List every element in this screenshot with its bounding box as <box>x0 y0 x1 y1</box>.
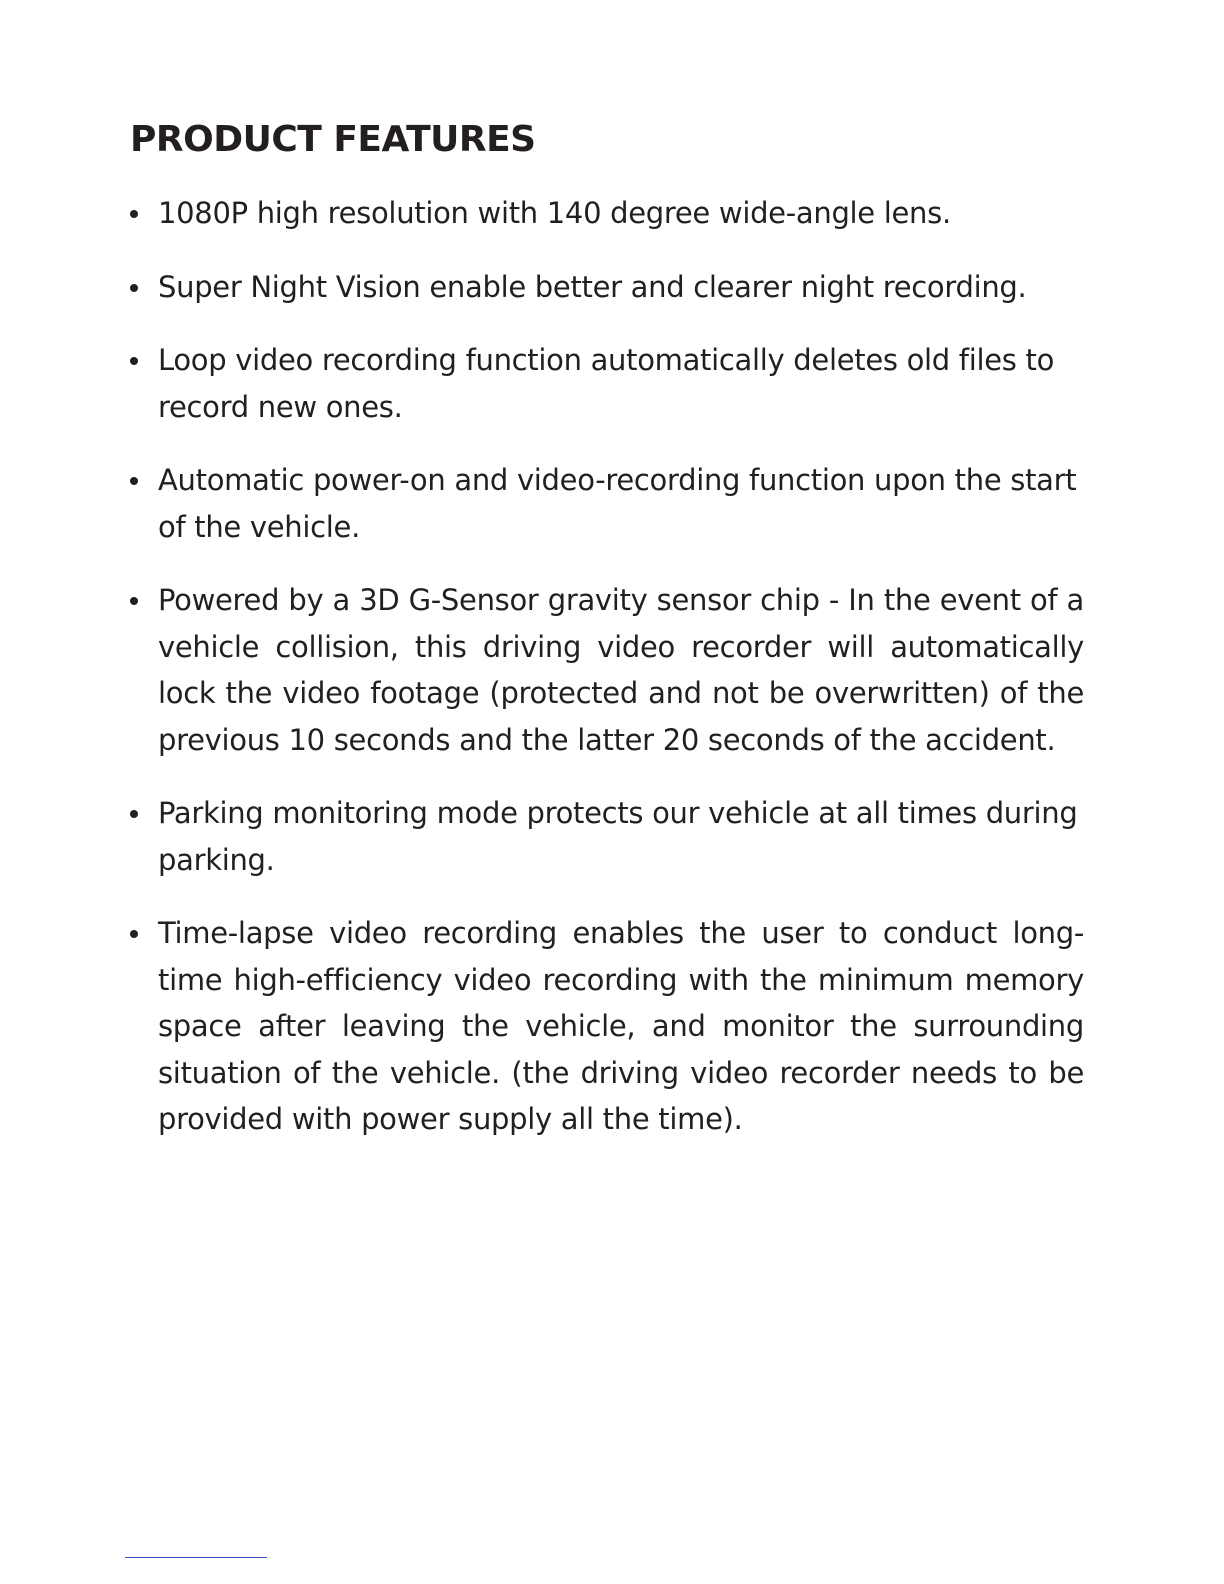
feature-text: Automatic power-on and video-recording function upon the start of the vehicle. <box>158 463 1077 544</box>
feature-text: Powered by a 3D G-Sensor gravity sensor chip - In the event of a vehicle collision, this driving video recorder will automatically lock the video footage (protected and not be overwritten) of the previous 10 seconds and the latter 20 seconds of the accident. <box>158 583 1084 757</box>
bullet-icon <box>130 810 138 818</box>
list-item <box>130 577 1084 763</box>
list-item <box>130 337 1084 430</box>
list-item <box>130 910 1084 1143</box>
feature-text: Super Night Vision enable better and clearer night recording. <box>158 269 1027 304</box>
bullet-icon <box>130 930 138 938</box>
bullet-icon <box>130 210 138 218</box>
list-item <box>130 790 1084 883</box>
list-item <box>130 264 1084 311</box>
bullet-icon <box>130 597 138 605</box>
feature-list <box>130 190 1084 1170</box>
footer-divider <box>125 1557 267 1558</box>
feature-text: Loop video recording function automatically deletes old files to record new ones. <box>158 343 1055 424</box>
bullet-icon <box>130 284 138 292</box>
list-item <box>130 190 1084 237</box>
page-title: PRODUCT FEATURES <box>130 119 536 160</box>
bullet-icon <box>130 477 138 485</box>
feature-text: Parking monitoring mode protects our vehicle at all times during parking. <box>158 796 1078 877</box>
list-item <box>130 457 1084 550</box>
bullet-icon <box>130 357 138 365</box>
feature-text: Time-lapse video recording enables the user to conduct long-time high-efficiency video recording with the minimum memory space after leaving the vehicle, and monitor the surrounding situation of the vehicle. (the driving video recorder needs to be provided with power supply all the time). <box>158 916 1084 1136</box>
feature-text: 1080P high resolution with 140 degree wide-angle lens. <box>158 196 951 230</box>
